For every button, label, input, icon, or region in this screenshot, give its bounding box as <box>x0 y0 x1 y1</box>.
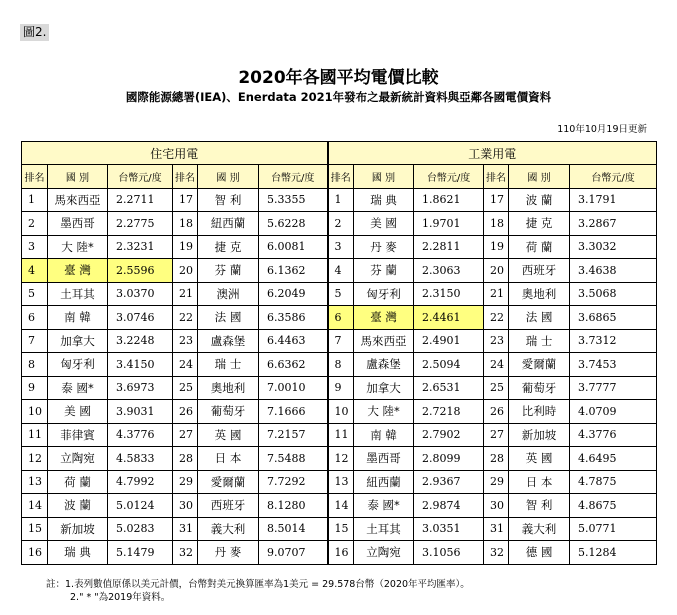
table-row <box>22 212 657 236</box>
residential-rank-cell: 32 <box>173 541 198 565</box>
residential-price-cell: 3.0370 <box>108 282 173 306</box>
table-row <box>22 400 657 424</box>
industrial-price-cell: 2.5094 <box>414 353 484 377</box>
col-header-rank: 排名 <box>22 165 48 189</box>
residential-country-cell: 墨西哥 <box>48 212 108 236</box>
residential-rank-cell: 10 <box>22 400 48 424</box>
industrial-rank-cell: 1 <box>328 188 354 212</box>
industrial-country-cell: 芬 蘭 <box>354 259 414 283</box>
residential-price-cell: 6.3586 <box>259 306 328 330</box>
residential-price-cell: 5.3355 <box>259 188 328 212</box>
residential-rank-cell: 21 <box>173 282 198 306</box>
residential-rank-cell: 18 <box>173 212 198 236</box>
industrial-rank-cell: 23 <box>484 329 509 353</box>
residential-country-cell: 立陶宛 <box>48 447 108 471</box>
residential-country-cell: 盧森堡 <box>198 329 259 353</box>
col-header-country: 國 別 <box>48 165 108 189</box>
residential-rank-cell: 24 <box>173 353 198 377</box>
industrial-rank-cell: 8 <box>328 353 354 377</box>
industrial-country-cell: 法 國 <box>509 306 570 330</box>
residential-country-cell: 紐西蘭 <box>198 212 259 236</box>
industrial-country-cell: 瑞 士 <box>509 329 570 353</box>
industrial-country-cell: 瑞 典 <box>354 188 414 212</box>
residential-price-cell: 3.0746 <box>108 306 173 330</box>
industrial-rank-cell: 30 <box>484 494 509 518</box>
industrial-rank-cell: 9 <box>328 376 354 400</box>
residential-country-cell: 匈牙利 <box>48 353 108 377</box>
industrial-rank-cell: 31 <box>484 517 509 541</box>
industrial-country-cell: 日 本 <box>509 470 570 494</box>
residential-country-cell: 美 國 <box>48 400 108 424</box>
industrial-country-cell: 盧森堡 <box>354 353 414 377</box>
industrial-section-header: 工業用電 <box>328 142 657 165</box>
industrial-country-cell: 墨西哥 <box>354 447 414 471</box>
residential-price-cell: 5.1479 <box>108 541 173 565</box>
residential-price-cell: 7.7292 <box>259 470 328 494</box>
residential-rank-cell: 13 <box>22 470 48 494</box>
industrial-price-cell: 3.6865 <box>570 306 657 330</box>
residential-rank-cell: 6 <box>22 306 48 330</box>
industrial-rank-cell: 13 <box>328 470 354 494</box>
industrial-price-cell: 2.3150 <box>414 282 484 306</box>
col-header-rank: 排名 <box>484 165 509 189</box>
table-row <box>22 188 657 212</box>
industrial-price-cell: 2.4461 <box>414 306 484 330</box>
industrial-country-cell: 新加坡 <box>509 423 570 447</box>
figure-label: 圖2. <box>20 24 49 41</box>
col-header-country: 國 別 <box>354 165 414 189</box>
industrial-country-cell: 葡萄牙 <box>509 376 570 400</box>
industrial-rank-cell: 24 <box>484 353 509 377</box>
col-header-price: 台幣元/度 <box>259 165 328 189</box>
table-row <box>22 447 657 471</box>
col-header-country: 國 別 <box>198 165 259 189</box>
page-title: 2020年各國平均電價比較 <box>238 68 439 88</box>
residential-price-cell: 8.1280 <box>259 494 328 518</box>
industrial-price-cell: 1.9701 <box>414 212 484 236</box>
industrial-price-cell: 2.7218 <box>414 400 484 424</box>
residential-country-cell: 瑞 典 <box>48 541 108 565</box>
residential-country-cell: 芬 蘭 <box>198 259 259 283</box>
residential-country-cell: 臺 灣 <box>48 259 108 283</box>
footnote-2: 2." * "為2019年資料。 <box>70 592 171 603</box>
industrial-country-cell: 荷 蘭 <box>509 235 570 259</box>
table-row <box>22 517 657 541</box>
industrial-country-cell: 紐西蘭 <box>354 470 414 494</box>
residential-price-cell: 2.3231 <box>108 235 173 259</box>
industrial-price-cell: 3.4638 <box>570 259 657 283</box>
residential-rank-cell: 29 <box>173 470 198 494</box>
industrial-price-cell: 2.9367 <box>414 470 484 494</box>
industrial-country-cell: 智 利 <box>509 494 570 518</box>
col-header-price: 台幣元/度 <box>570 165 657 189</box>
industrial-price-cell: 2.8099 <box>414 447 484 471</box>
residential-price-cell: 5.0124 <box>108 494 173 518</box>
col-header-price: 台幣元/度 <box>414 165 484 189</box>
residential-country-cell: 瑞 士 <box>198 353 259 377</box>
residential-country-cell: 捷 克 <box>198 235 259 259</box>
residential-country-cell: 荷 蘭 <box>48 470 108 494</box>
industrial-price-cell: 3.7453 <box>570 353 657 377</box>
residential-country-cell: 加拿大 <box>48 329 108 353</box>
residential-rank-cell: 9 <box>22 376 48 400</box>
industrial-price-cell: 2.2811 <box>414 235 484 259</box>
page-subtitle: 國際能源總署(IEA)、Enerdata 2021年發布之最新統計資料與亞鄰各國電價資料 <box>125 90 552 104</box>
residential-price-cell: 9.0707 <box>259 541 328 565</box>
industrial-country-cell: 南 韓 <box>354 423 414 447</box>
industrial-price-cell: 2.9874 <box>414 494 484 518</box>
industrial-rank-cell: 20 <box>484 259 509 283</box>
industrial-price-cell: 2.3063 <box>414 259 484 283</box>
residential-rank-cell: 30 <box>173 494 198 518</box>
industrial-rank-cell: 5 <box>328 282 354 306</box>
residential-section-header: 住宅用電 <box>22 142 328 165</box>
industrial-rank-cell: 27 <box>484 423 509 447</box>
table-row <box>22 353 657 377</box>
residential-country-cell: 丹 麥 <box>198 541 259 565</box>
residential-price-cell: 6.6362 <box>259 353 328 377</box>
residential-country-cell: 英 國 <box>198 423 259 447</box>
industrial-rank-cell: 3 <box>328 235 354 259</box>
table-row <box>22 541 657 565</box>
residential-price-cell: 4.7992 <box>108 470 173 494</box>
residential-country-cell: 馬來西亞 <box>48 188 108 212</box>
industrial-price-cell: 3.7312 <box>570 329 657 353</box>
industrial-country-cell: 捷 克 <box>509 212 570 236</box>
industrial-rank-cell: 2 <box>328 212 354 236</box>
footnotes <box>46 578 470 604</box>
residential-country-cell: 西班牙 <box>198 494 259 518</box>
industrial-price-cell: 3.1056 <box>414 541 484 565</box>
industrial-rank-cell: 17 <box>484 188 509 212</box>
industrial-rank-cell: 28 <box>484 447 509 471</box>
col-header-rank: 排名 <box>173 165 198 189</box>
industrial-rank-cell: 29 <box>484 470 509 494</box>
residential-country-cell: 葡萄牙 <box>198 400 259 424</box>
residential-price-cell: 7.1666 <box>259 400 328 424</box>
residential-price-cell: 4.3776 <box>108 423 173 447</box>
residential-price-cell: 6.1362 <box>259 259 328 283</box>
industrial-country-cell: 大 陸* <box>354 400 414 424</box>
industrial-rank-cell: 32 <box>484 541 509 565</box>
industrial-price-cell: 3.3032 <box>570 235 657 259</box>
residential-price-cell: 5.6228 <box>259 212 328 236</box>
residential-country-cell: 日 本 <box>198 447 259 471</box>
residential-country-cell: 智 利 <box>198 188 259 212</box>
industrial-price-cell: 5.1284 <box>570 541 657 565</box>
col-header-rank: 排名 <box>328 165 354 189</box>
residential-price-cell: 2.2711 <box>108 188 173 212</box>
residential-country-cell: 泰 國* <box>48 376 108 400</box>
industrial-rank-cell: 7 <box>328 329 354 353</box>
industrial-country-cell: 美 國 <box>354 212 414 236</box>
table-row <box>22 329 657 353</box>
industrial-rank-cell: 4 <box>328 259 354 283</box>
industrial-price-cell: 4.7875 <box>570 470 657 494</box>
residential-price-cell: 3.9031 <box>108 400 173 424</box>
table-row <box>22 259 657 283</box>
residential-country-cell: 大 陸* <box>48 235 108 259</box>
residential-price-cell: 3.6973 <box>108 376 173 400</box>
residential-country-cell: 南 韓 <box>48 306 108 330</box>
industrial-price-cell: 4.3776 <box>570 423 657 447</box>
residential-price-cell: 6.0081 <box>259 235 328 259</box>
residential-price-cell: 8.5014 <box>259 517 328 541</box>
residential-rank-cell: 15 <box>22 517 48 541</box>
industrial-country-cell: 土耳其 <box>354 517 414 541</box>
table-row <box>22 494 657 518</box>
table-row <box>22 282 657 306</box>
industrial-country-cell: 德 國 <box>509 541 570 565</box>
residential-rank-cell: 8 <box>22 353 48 377</box>
industrial-price-cell: 2.7902 <box>414 423 484 447</box>
industrial-country-cell: 義大利 <box>509 517 570 541</box>
industrial-rank-cell: 21 <box>484 282 509 306</box>
industrial-price-cell: 4.0709 <box>570 400 657 424</box>
industrial-price-cell: 1.8621 <box>414 188 484 212</box>
industrial-rank-cell: 11 <box>328 423 354 447</box>
industrial-rank-cell: 16 <box>328 541 354 565</box>
residential-price-cell: 7.0010 <box>259 376 328 400</box>
residential-rank-cell: 4 <box>22 259 48 283</box>
industrial-price-cell: 4.6495 <box>570 447 657 471</box>
industrial-price-cell: 5.0771 <box>570 517 657 541</box>
industrial-price-cell: 2.6531 <box>414 376 484 400</box>
industrial-country-cell: 愛爾蘭 <box>509 353 570 377</box>
residential-rank-cell: 16 <box>22 541 48 565</box>
residential-rank-cell: 12 <box>22 447 48 471</box>
residential-rank-cell: 20 <box>173 259 198 283</box>
industrial-country-cell: 加拿大 <box>354 376 414 400</box>
residential-price-cell: 3.2248 <box>108 329 173 353</box>
table-row <box>22 306 657 330</box>
residential-rank-cell: 3 <box>22 235 48 259</box>
residential-price-cell: 6.2049 <box>259 282 328 306</box>
industrial-country-cell: 馬來西亞 <box>354 329 414 353</box>
residential-rank-cell: 23 <box>173 329 198 353</box>
residential-country-cell: 澳洲 <box>198 282 259 306</box>
residential-country-cell: 愛爾蘭 <box>198 470 259 494</box>
residential-rank-cell: 27 <box>173 423 198 447</box>
residential-price-cell: 2.5596 <box>108 259 173 283</box>
residential-rank-cell: 7 <box>22 329 48 353</box>
residential-rank-cell: 31 <box>173 517 198 541</box>
industrial-country-cell: 比利時 <box>509 400 570 424</box>
industrial-rank-cell: 22 <box>484 306 509 330</box>
residential-rank-cell: 17 <box>173 188 198 212</box>
residential-country-cell: 新加坡 <box>48 517 108 541</box>
residential-rank-cell: 22 <box>173 306 198 330</box>
industrial-rank-cell: 15 <box>328 517 354 541</box>
residential-country-cell: 土耳其 <box>48 282 108 306</box>
industrial-rank-cell: 6 <box>328 306 354 330</box>
residential-price-cell: 2.2775 <box>108 212 173 236</box>
industrial-country-cell: 立陶宛 <box>354 541 414 565</box>
industrial-price-cell: 3.0351 <box>414 517 484 541</box>
industrial-country-cell: 奧地利 <box>509 282 570 306</box>
residential-country-cell: 菲律賓 <box>48 423 108 447</box>
residential-rank-cell: 14 <box>22 494 48 518</box>
residential-country-cell: 義大利 <box>198 517 259 541</box>
industrial-country-cell: 英 國 <box>509 447 570 471</box>
residential-country-cell: 奧地利 <box>198 376 259 400</box>
residential-rank-cell: 25 <box>173 376 198 400</box>
table-row <box>22 470 657 494</box>
industrial-rank-cell: 25 <box>484 376 509 400</box>
industrial-price-cell: 4.8675 <box>570 494 657 518</box>
residential-price-cell: 5.0283 <box>108 517 173 541</box>
residential-rank-cell: 2 <box>22 212 48 236</box>
industrial-country-cell: 波 蘭 <box>509 188 570 212</box>
industrial-price-cell: 2.4901 <box>414 329 484 353</box>
table-row <box>22 235 657 259</box>
industrial-rank-cell: 18 <box>484 212 509 236</box>
industrial-rank-cell: 14 <box>328 494 354 518</box>
residential-rank-cell: 1 <box>22 188 48 212</box>
industrial-country-cell: 西班牙 <box>509 259 570 283</box>
table-body <box>22 188 657 564</box>
table-row <box>22 423 657 447</box>
industrial-price-cell: 3.7777 <box>570 376 657 400</box>
residential-price-cell: 4.5833 <box>108 447 173 471</box>
industrial-price-cell: 3.5068 <box>570 282 657 306</box>
price-comparison-table <box>21 141 657 565</box>
residential-price-cell: 6.4463 <box>259 329 328 353</box>
industrial-country-cell: 丹 麥 <box>354 235 414 259</box>
residential-rank-cell: 11 <box>22 423 48 447</box>
industrial-rank-cell: 10 <box>328 400 354 424</box>
col-header-country: 國 別 <box>509 165 570 189</box>
col-header-price: 台幣元/度 <box>108 165 173 189</box>
industrial-country-cell: 匈牙利 <box>354 282 414 306</box>
residential-rank-cell: 26 <box>173 400 198 424</box>
residential-price-cell: 3.4150 <box>108 353 173 377</box>
update-date: 110年10月19日更新 <box>557 124 647 135</box>
residential-rank-cell: 28 <box>173 447 198 471</box>
industrial-rank-cell: 26 <box>484 400 509 424</box>
residential-rank-cell: 5 <box>22 282 48 306</box>
industrial-price-cell: 3.1791 <box>570 188 657 212</box>
footnote-1: 註：1.表列數值原係以美元計價，台幣對美元換算匯率為1美元 = 29.578台幣（2020年平均匯率）。 <box>46 579 470 590</box>
residential-country-cell: 波 蘭 <box>48 494 108 518</box>
industrial-price-cell: 3.2867 <box>570 212 657 236</box>
industrial-rank-cell: 12 <box>328 447 354 471</box>
residential-price-cell: 7.5488 <box>259 447 328 471</box>
industrial-rank-cell: 19 <box>484 235 509 259</box>
table-row <box>22 376 657 400</box>
industrial-country-cell: 臺 灣 <box>354 306 414 330</box>
residential-price-cell: 7.2157 <box>259 423 328 447</box>
residential-rank-cell: 19 <box>173 235 198 259</box>
industrial-country-cell: 泰 國* <box>354 494 414 518</box>
residential-country-cell: 法 國 <box>198 306 259 330</box>
